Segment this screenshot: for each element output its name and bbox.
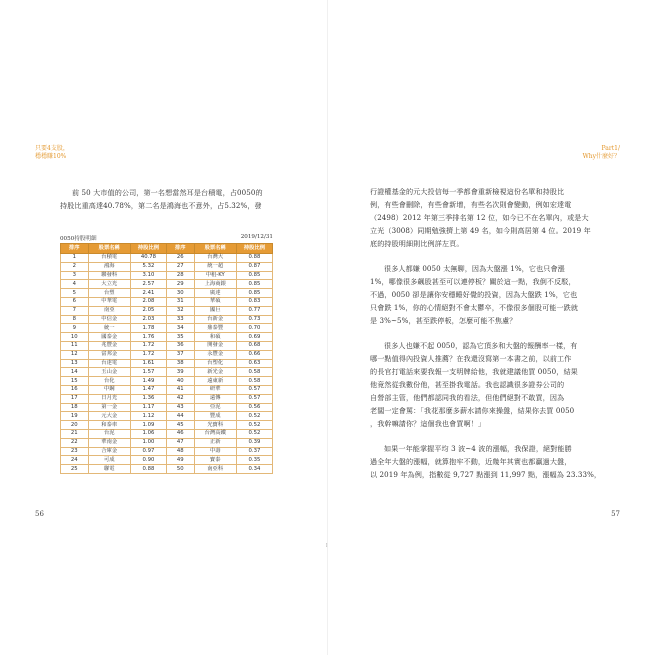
rank-cell: 17 xyxy=(61,394,89,403)
weight-cell: 0.52 xyxy=(236,429,272,438)
weight-cell: 1.47 xyxy=(130,385,166,394)
weight-cell: 0.56 xyxy=(236,403,272,412)
table-row xyxy=(61,421,273,430)
running-head-line: Why什麼好？ xyxy=(582,153,620,160)
stock-name-cell: 廣達 xyxy=(194,289,236,298)
rank-cell: 47 xyxy=(166,438,194,447)
table-row xyxy=(61,341,273,350)
body-paragraph xyxy=(370,339,620,430)
stock-name-cell: 和碩 xyxy=(194,333,236,342)
weight-cell: 0.73 xyxy=(236,315,272,324)
stock-name-cell: 元大金 xyxy=(88,412,130,421)
stock-name-cell: 華碩 xyxy=(194,297,236,306)
weight-cell: 0.66 xyxy=(236,350,272,359)
table-row xyxy=(61,289,273,298)
weight-cell: 2.41 xyxy=(130,289,166,298)
rank-cell: 23 xyxy=(61,447,89,456)
stock-name-cell: 中租-KY xyxy=(194,271,236,280)
rank-cell: 29 xyxy=(166,280,194,289)
weight-cell: 0.85 xyxy=(236,280,272,289)
stock-name-cell: 鼎泰豐 xyxy=(194,324,236,333)
weight-cell: 40.78 xyxy=(130,254,166,263)
stock-name-cell: 台泥 xyxy=(88,429,130,438)
rank-cell: 28 xyxy=(166,271,194,280)
holdings-table xyxy=(60,243,273,474)
rank-cell: 19 xyxy=(61,412,89,421)
table-row xyxy=(61,254,273,263)
running-head-line: 只要4支股， xyxy=(35,145,69,152)
stock-name-cell: 上海商銀 xyxy=(194,280,236,289)
rank-cell: 26 xyxy=(166,254,194,263)
table-row xyxy=(61,394,273,403)
rank-cell: 37 xyxy=(166,350,194,359)
table-row xyxy=(61,280,273,289)
rank-cell: 20 xyxy=(61,421,89,430)
stock-name-cell: 聯電 xyxy=(88,465,130,474)
table-row xyxy=(61,412,273,421)
header-weight: 持股比例 xyxy=(130,244,166,254)
rank-cell: 16 xyxy=(61,385,89,394)
text-line: ，我幹嘛請你？這個我也會買啊！」 xyxy=(370,419,486,428)
table-row xyxy=(61,438,273,447)
weight-cell: 0.83 xyxy=(236,297,272,306)
table-row xyxy=(61,447,273,456)
weight-cell: 0.77 xyxy=(236,306,272,315)
weight-cell: 2.08 xyxy=(130,297,166,306)
table-header-row xyxy=(61,244,273,254)
weight-cell: 0.85 xyxy=(236,289,272,298)
weight-cell: 1.00 xyxy=(130,438,166,447)
stock-name-cell: 鴻海 xyxy=(88,262,130,271)
rank-cell: 49 xyxy=(166,456,194,465)
text-line: 自營部主管，他們都認同我的看法，但他們絕對不敢買，因為 xyxy=(370,393,565,402)
rank-cell: 2 xyxy=(61,262,89,271)
header-rank: 排序 xyxy=(61,244,89,254)
stock-name-cell: 第一金 xyxy=(88,403,130,412)
right-page xyxy=(328,0,655,655)
stock-name-cell: 統一 xyxy=(88,324,130,333)
weight-cell: 1.17 xyxy=(130,403,166,412)
stock-name-cell: 台積電 xyxy=(88,254,130,263)
rank-cell: 46 xyxy=(166,429,194,438)
stock-name-cell: 永豐金 xyxy=(194,350,236,359)
stock-name-cell: 聯發科 xyxy=(88,271,130,280)
rank-cell: 8 xyxy=(61,315,89,324)
rank-cell: 38 xyxy=(166,359,194,368)
page-number: 56 xyxy=(35,510,44,518)
stock-name-cell: 統一超 xyxy=(194,262,236,271)
right-running-head xyxy=(583,145,620,161)
stock-name-cell: 正新 xyxy=(194,438,236,447)
stock-name-cell: 中壽 xyxy=(194,447,236,456)
stock-name-cell: 華南金 xyxy=(88,438,130,447)
stock-name-cell: 南亞科 xyxy=(194,465,236,474)
table-row xyxy=(61,403,273,412)
rank-cell: 6 xyxy=(61,297,89,306)
table-row xyxy=(61,359,273,368)
stock-name-cell: 豐成 xyxy=(194,412,236,421)
weight-cell: 1.06 xyxy=(130,429,166,438)
table-row xyxy=(61,333,273,342)
rank-cell: 14 xyxy=(61,368,89,377)
stock-name-cell: 台灣高鐵 xyxy=(194,429,236,438)
rank-cell: 44 xyxy=(166,412,194,421)
text-line: 過全年大盤的漲幅，就算抱牢不動，近幾年其實也都贏過大盤， xyxy=(370,457,572,466)
table-date: 2019/12/31 xyxy=(240,234,273,240)
left-page xyxy=(0,0,327,655)
rank-cell: 31 xyxy=(166,297,194,306)
body-paragraph xyxy=(370,262,620,327)
table-row xyxy=(61,262,273,271)
rank-cell: 39 xyxy=(166,368,194,377)
text-line: 立光（3008）同期勉強擠上第 49 名，如今則高居第 4 位。2019 年 xyxy=(370,226,591,235)
stock-name-cell: 中信金 xyxy=(88,315,130,324)
rank-cell: 43 xyxy=(166,403,194,412)
rank-cell: 9 xyxy=(61,324,89,333)
table-row xyxy=(61,350,273,359)
weight-cell: 0.87 xyxy=(236,262,272,271)
weight-cell: 0.37 xyxy=(236,447,272,456)
rank-cell: 4 xyxy=(61,280,89,289)
text-line: 很多人都嫌 0050 太無聊，因為大盤漲 1%，它也只會漲 xyxy=(384,264,565,273)
header-stock-name: 股票名稱 xyxy=(88,244,130,254)
weight-cell: 1.09 xyxy=(130,421,166,430)
weight-cell: 0.58 xyxy=(236,368,272,377)
rank-cell: 1 xyxy=(61,254,89,263)
stock-name-cell: 合庫金 xyxy=(88,447,130,456)
table-row xyxy=(61,315,273,324)
weight-cell: 1.36 xyxy=(130,394,166,403)
weight-cell: 0.52 xyxy=(236,421,272,430)
rank-cell: 48 xyxy=(166,447,194,456)
rank-cell: 12 xyxy=(61,350,89,359)
table-row xyxy=(61,429,273,438)
intro-paragraph xyxy=(60,186,290,212)
stock-name-cell: 南亞 xyxy=(88,306,130,315)
text-line: 行證權基金的元大投信每一季都會重新檢視這份名單和持股比 xyxy=(370,187,565,196)
weight-cell: 0.97 xyxy=(130,447,166,456)
stock-name-cell: 兆豐金 xyxy=(88,341,130,350)
rank-cell: 41 xyxy=(166,385,194,394)
running-head-line: Part1/ xyxy=(601,145,620,152)
rank-cell: 50 xyxy=(166,465,194,474)
rank-cell: 11 xyxy=(61,341,89,350)
weight-cell: 3.10 xyxy=(130,271,166,280)
stock-name-cell: 開發金 xyxy=(194,341,236,350)
text-line: 他竟然從我數份他，甚至掛我電話。我也認識很多證券公司的 xyxy=(370,380,565,389)
rank-cell: 30 xyxy=(166,289,194,298)
weight-cell: 0.34 xyxy=(236,465,272,474)
stock-name-cell: 台灣大 xyxy=(194,254,236,263)
stock-name-cell: 和泰車 xyxy=(88,421,130,430)
weight-cell: 1.49 xyxy=(130,377,166,386)
weight-cell: 0.90 xyxy=(130,456,166,465)
weight-cell: 0.58 xyxy=(236,377,272,386)
stock-name-cell: 台化 xyxy=(88,377,130,386)
weight-cell: 2.03 xyxy=(130,315,166,324)
weight-cell: 0.69 xyxy=(236,333,272,342)
rank-cell: 25 xyxy=(61,465,89,474)
text-line: 是 3%~5%，甚至跌停板，怎麼可能不焦慮？ xyxy=(370,316,517,325)
body-paragraph xyxy=(370,442,620,481)
stock-name-cell: 遠東新 xyxy=(194,377,236,386)
weight-cell: 1.61 xyxy=(130,359,166,368)
weight-cell: 1.78 xyxy=(130,324,166,333)
weight-cell: 2.05 xyxy=(130,306,166,315)
weight-cell: 0.35 xyxy=(236,456,272,465)
stock-name-cell: 富邦金 xyxy=(88,350,130,359)
text-line: 例，有些會刪除，有些會新增，有些名次則會變動，例如宏達電 xyxy=(370,200,572,209)
text-line: 很多人也嫌不起 0050，認為它頂多和大盤的報酬率一樣，有 xyxy=(384,341,578,350)
rank-cell: 32 xyxy=(166,306,194,315)
page-number: 57 xyxy=(611,510,620,518)
text-line: 哪一點值得內投資人推薦？在我還沒寫第一本書之前，以前工作 xyxy=(370,354,572,363)
stock-name-cell: 新光金 xyxy=(194,368,236,377)
weight-cell: 5.32 xyxy=(130,262,166,271)
stock-name-cell: 中華電 xyxy=(88,297,130,306)
table-row xyxy=(61,385,273,394)
weight-cell: 0.52 xyxy=(236,412,272,421)
table-row xyxy=(61,377,273,386)
weight-cell: 1.57 xyxy=(130,368,166,377)
weight-cell: 0.57 xyxy=(236,394,272,403)
text-line: 老闆一定會罵：「我花那麼多薪水請你來操盤，結果你去買 0050 xyxy=(370,406,575,415)
rank-cell: 42 xyxy=(166,394,194,403)
stock-name-cell: 遠傳 xyxy=(194,394,236,403)
text-line: 前 50 大市值的公司，第一名想當然耳是台積電，占0050的 xyxy=(72,188,263,197)
table-row xyxy=(61,324,273,333)
weight-cell: 1.76 xyxy=(130,333,166,342)
stock-name-cell: 大立光 xyxy=(88,280,130,289)
stock-name-cell: 國巨 xyxy=(194,306,236,315)
table-body xyxy=(61,254,273,474)
header-stock-name: 股票名稱 xyxy=(194,244,236,254)
weight-cell: 0.68 xyxy=(236,341,272,350)
stock-name-cell: 台塑 xyxy=(88,289,130,298)
text-line: 只會跌 1%，你的心情絕對不會太鬱卒，不像很多個股可能一跌就 xyxy=(370,303,579,312)
weight-cell: 0.70 xyxy=(236,324,272,333)
weight-cell: 1.12 xyxy=(130,412,166,421)
text-line: 如果一年能掌握平均 3 波~4 波的漲幅，我保證，絕對能勝 xyxy=(384,444,572,453)
text-line: 不過，0050 卻是讓你安穩睡好覺的投資，因為大盤跌 1%，它也 xyxy=(370,290,578,299)
weight-cell: 0.63 xyxy=(236,359,272,368)
weight-cell: 0.88 xyxy=(130,465,166,474)
rank-cell: 7 xyxy=(61,306,89,315)
rank-cell: 10 xyxy=(61,333,89,342)
rank-cell: 40 xyxy=(166,377,194,386)
rank-cell: 36 xyxy=(166,341,194,350)
weight-cell: 0.85 xyxy=(236,271,272,280)
rank-cell: 13 xyxy=(61,359,89,368)
text-line: （2498）2012 年第三季排名第 12 位，如今已不在名單內，或是大 xyxy=(370,213,589,222)
rank-cell: 24 xyxy=(61,456,89,465)
body-paragraph xyxy=(370,185,620,250)
stock-name-cell: 台新金 xyxy=(194,315,236,324)
weight-cell: 1.72 xyxy=(130,350,166,359)
weight-cell: 0.57 xyxy=(236,385,272,394)
stock-name-cell: 可成 xyxy=(88,456,130,465)
text-line: 1%，哪像很多飆股甚至可以連停板？關於這一點，我倒不反駁， xyxy=(370,277,576,286)
rank-cell: 45 xyxy=(166,421,194,430)
rank-cell: 18 xyxy=(61,403,89,412)
stock-name-cell: 亞泥 xyxy=(194,403,236,412)
weight-cell: 2.57 xyxy=(130,280,166,289)
table-row xyxy=(61,368,273,377)
stock-name-cell: 台塑化 xyxy=(194,359,236,368)
stock-name-cell: 國泰金 xyxy=(88,333,130,342)
table-row xyxy=(61,456,273,465)
text-line: 底的持股明細則比例詳左頁。 xyxy=(370,239,464,248)
table-title: 0050持股明細 xyxy=(60,236,97,242)
table-row xyxy=(61,465,273,474)
table-row xyxy=(61,271,273,280)
gutter-mark: ¦ xyxy=(326,542,328,548)
rank-cell: 34 xyxy=(166,324,194,333)
stock-name-cell: 玉山金 xyxy=(88,368,130,377)
stock-name-cell: 台達電 xyxy=(88,359,130,368)
stock-name-cell: 中鋼 xyxy=(88,385,130,394)
stock-name-cell: 寶泰 xyxy=(194,456,236,465)
weight-cell: 1.72 xyxy=(130,341,166,350)
header-rank: 排序 xyxy=(166,244,194,254)
text-line: 持股比重高達40.78%，第二名是鴻海也不意外，占5.32%，發 xyxy=(60,201,262,210)
rank-cell: 3 xyxy=(61,271,89,280)
rank-cell: 35 xyxy=(166,333,194,342)
rank-cell: 21 xyxy=(61,429,89,438)
rank-cell: 22 xyxy=(61,438,89,447)
weight-cell: 0.88 xyxy=(236,254,272,263)
table-row xyxy=(61,306,273,315)
stock-name-cell: 日月光 xyxy=(88,394,130,403)
left-running-head xyxy=(35,145,69,161)
text-line: 以 2019 年為例，指數從 9,727 點漲到 11,997 點，漲幅為 23.33%， xyxy=(370,470,602,479)
header-weight: 持股比例 xyxy=(236,244,272,254)
stock-name-cell: 研華 xyxy=(194,385,236,394)
text-line: 的長官打電話來要我報一支明牌給他，我就建議他買 0050，結果 xyxy=(370,367,578,376)
stock-name-cell: 光寶科 xyxy=(194,421,236,430)
rank-cell: 5 xyxy=(61,289,89,298)
rank-cell: 33 xyxy=(166,315,194,324)
rank-cell: 15 xyxy=(61,377,89,386)
table-row xyxy=(61,297,273,306)
rank-cell: 27 xyxy=(166,262,194,271)
running-head-line: 穩穩賺10% xyxy=(35,153,67,160)
weight-cell: 0.39 xyxy=(236,438,272,447)
